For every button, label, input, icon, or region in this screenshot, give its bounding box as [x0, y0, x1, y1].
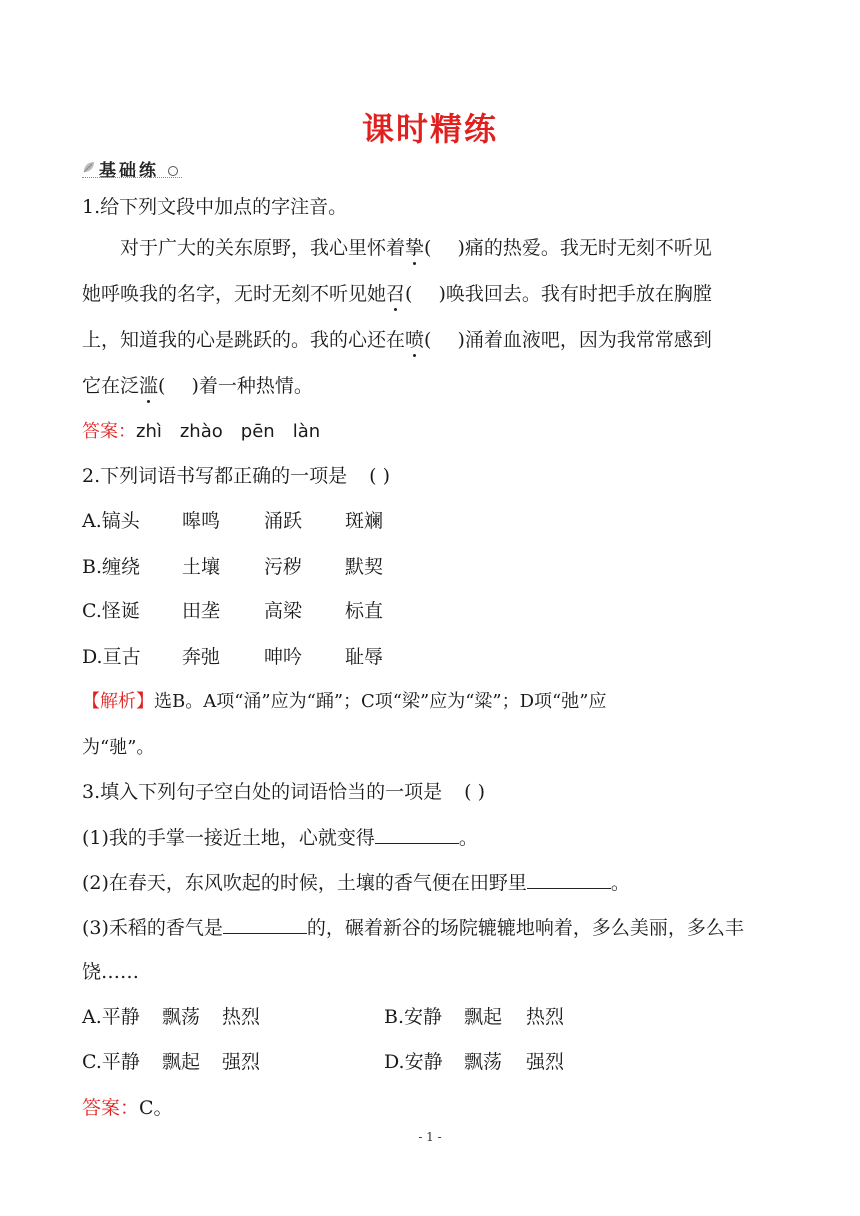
dotted-char: 挚	[405, 237, 425, 259]
q2-option-c: C.怪诞 田垄 高梁 标直	[82, 600, 384, 622]
dotted-char: 喷	[405, 329, 425, 351]
q1-passage-line-2: 她呼唤我的名字，无时无刻不听见她召( )唤我回去。我有时把手放在胸膛	[82, 283, 712, 305]
q3-sentence-3-cont: 饶……	[82, 961, 140, 983]
q3-sentence-1: (1)我的手掌一接近土地，心就变得 。	[82, 827, 478, 849]
q2-option-a: A.镐头 嗥鸣 涌跃 斑斓	[82, 510, 384, 532]
q3-sentence-3: (3)禾稻的香气是 的，碾着新谷的场院辘辘地响着，多么美丽，多么丰	[82, 917, 744, 939]
q1-passage-line-1: 对于广大的关东原野，我心里怀着挚( )痛的热爱。我无时无刻不听见	[120, 237, 712, 259]
page-number: - 1 -	[418, 1130, 442, 1144]
answer-label: 答案：	[82, 421, 136, 442]
q3-option-c: C.平静 飘起 强烈	[82, 1051, 261, 1073]
q2-option-b: B.缠绕 土壤 污秽 默契	[82, 556, 384, 578]
q3-option-b: B.安静 飘起 热烈	[384, 1006, 565, 1028]
fill-blank	[375, 825, 459, 844]
dotted-char: 召	[386, 283, 406, 305]
answer-label: 答案：	[82, 1097, 140, 1119]
circle-mark-icon	[168, 166, 178, 176]
page-title: 课时精练	[361, 110, 498, 148]
section-label: 基础练	[99, 161, 159, 181]
q1-answer: 答案：zhì zhào pēn làn	[82, 421, 321, 442]
explanation-label: 【解析】	[82, 691, 154, 712]
q2-option-d: D.亘古 奔弛 呻吟 耻辱	[82, 646, 384, 668]
fill-blank	[223, 915, 307, 934]
dotted-char: 滥	[139, 375, 159, 397]
q3-stem: 3.填入下列句子空白处的词语恰当的一项是 ( )	[82, 781, 486, 803]
section-underline	[82, 177, 182, 178]
q1-stem: 1.给下列文段中加点的字注音。	[82, 196, 348, 218]
q2-stem: 2.下列词语书写都正确的一项是 ( )	[82, 465, 391, 487]
q3-option-a: A.平静 飘荡 热烈	[82, 1006, 261, 1028]
q2-explanation-line-1: 【解析】选B。A项“涌”应为“踊”；C项“梁”应为“粱”；D项“弛”应	[82, 691, 607, 712]
q3-sentence-2: (2)在春天，东风吹起的时候，土壤的香气便在田野里 。	[82, 872, 630, 894]
q1-passage-line-4: 它在泛滥( )着一种热情。	[82, 375, 313, 397]
q3-answer: 答案：C。	[82, 1097, 173, 1119]
q1-passage-line-3: 上，知道我的心是跳跃的。我的心还在喷( )涌着血液吧，因为我常常感到	[82, 329, 712, 351]
fill-blank	[527, 870, 611, 889]
q3-option-d: D.安静 飘荡 强烈	[384, 1051, 565, 1073]
section-header	[82, 156, 182, 181]
q2-explanation-line-2: 为“驰”。	[82, 737, 155, 758]
leaf-icon	[82, 160, 96, 174]
